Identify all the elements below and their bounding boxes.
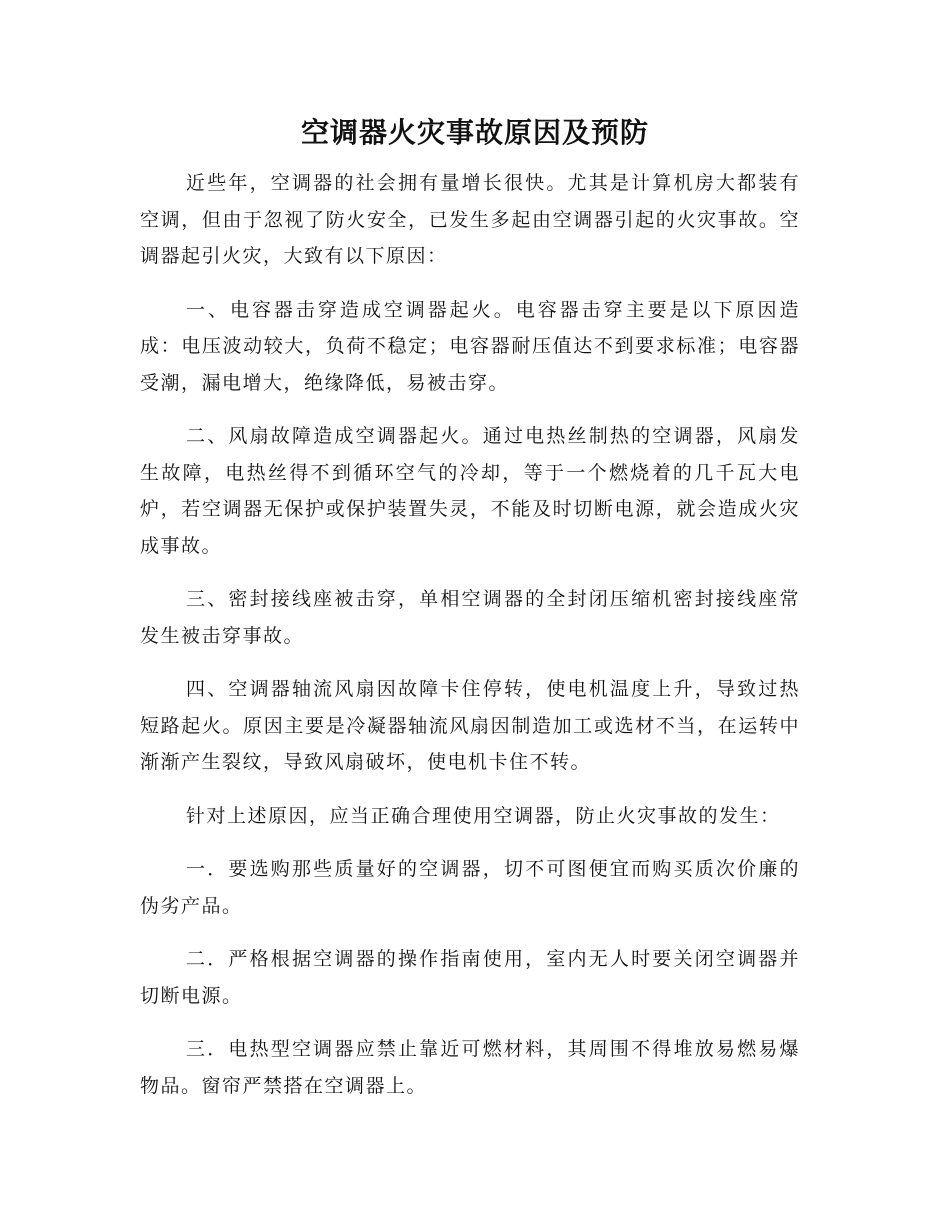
paragraph-cause-3: 三、密封接线座被击穿，单相空调器的全封闭压缩机密封接线座常发生被击穿事故。 bbox=[140, 588, 800, 647]
paragraph-prevention-intro: 针对上述原因，应当正确合理使用空调器，防止火灾事故的发生： bbox=[186, 804, 781, 827]
paragraph-prevention-2: 二．严格根据空调器的操作指南使用，室内无人时要关闭空调器并切断电源。 bbox=[140, 948, 800, 1007]
paragraph-intro: 近些年，空调器的社会拥有量增长很快。尤其是计算机房大都装有空调，但由于忽视了防火安全，已发生多起由空调器引起的火灾事故。空调器起引火灾，大致有以下原因： bbox=[140, 172, 800, 267]
paragraph-prevention-1: 一．要选购那些质量好的空调器，切不可图便宜而购买质次价廉的伪劣产品。 bbox=[140, 858, 800, 917]
paragraph-prevention-3: 三．电热型空调器应禁止靠近可燃材料，其周围不得堆放易燃易爆物品。窗帘严禁搭在空调器上。 bbox=[140, 1038, 800, 1097]
paragraph-cause-1: 一、电容器击穿造成空调器起火。电容器击穿主要是以下原因造成：电压波动较大，负荷不稳定；电容器耐压值达不到要求标准；电容器受潮，漏电增大，绝缘降低，易被击穿。 bbox=[140, 298, 800, 394]
paragraph-cause-2: 二、风扇故障造成空调器起火。通过电热丝制热的空调器，风扇发生故障，电热丝得不到循环空气的冷却，等于一个燃烧着的几千瓦大电炉，若空调器无保护或保护装置失灵，不能及时切断电源，就会造成火灾成事故。 bbox=[140, 425, 800, 557]
document-title: 空调器火灾事故原因及预防 bbox=[300, 116, 649, 149]
document-body bbox=[140, 165, 800, 1121]
paragraph-cause-4: 四、空调器轴流风扇因故障卡住停转，使电机温度上升，导致过热短路起火。原因主要是冷凝器轴流风扇因制造加工或选材不当，在运转中渐渐产生裂纹，导致风扇破坏，使电机卡住不转。 bbox=[140, 678, 800, 773]
